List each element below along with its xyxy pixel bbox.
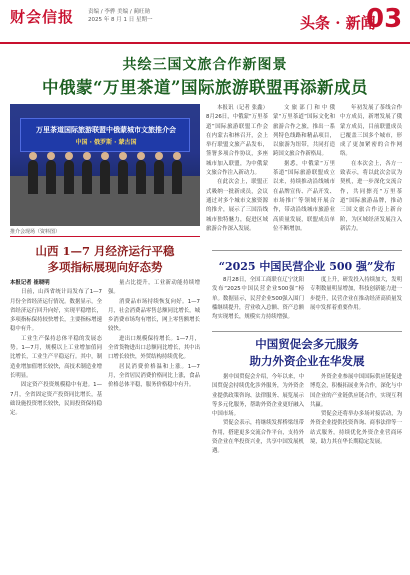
private-500-headline: “2025 中国民营企业 500 强”发布	[218, 260, 396, 273]
lead-kicker: 共绘三国文旅合作新图景	[122, 57, 288, 73]
ccpit-body-col1	[212, 373, 304, 569]
shanxi-subheadline: 多项指标展现向好态势	[47, 260, 163, 274]
paragraph: 贸促会表示，将继续发挥桥梁纽带作用，搭建更多交流合作平台，支持外资企业在华投资兴业，共享中国发展机遇。	[212, 420, 304, 455]
masthead-info	[88, 8, 153, 24]
paragraph: 工业生产保持总体平稳的发展态势。1—7月，规模以上工业增加值同比增长，工业生产平稳运行。其中，制造业增加值增长较快，高技术制造业增长明显。	[10, 335, 102, 379]
ccpit-subheadline: 助力外资企业在华发展	[249, 354, 365, 368]
story-divider	[10, 236, 200, 237]
editor-credits: 责编 / 李骅 美编 / 蔺旺勋	[88, 9, 150, 15]
shanxi-body-col1	[10, 279, 102, 569]
newspaper-logo: 财会信报	[10, 8, 75, 26]
ccpit-headline: 中国贸促会多元服务	[255, 337, 359, 351]
lead-body-col2	[273, 104, 335, 242]
paragraph: 文旅部门和中俄蒙“万里茶道”国际文化和旅游合作之旅，推出一系列特色线路和精品项目，以旅游为纽带，共同打造跨国文旅合作新格局。	[273, 105, 335, 158]
private-500-body-col2	[310, 276, 402, 330]
photo-person	[172, 160, 182, 194]
paragraph: 8月28日，全国工商联在辽宁沈阳发布“2025中国民营企业500强”榜单。数据显示，民营企业500强入围门槛继续提升，营业收入总额、资产总额均实现增长，规模实力持续增强。	[212, 277, 304, 321]
lead-body-col3	[340, 104, 402, 242]
lead-body-col1	[206, 104, 268, 242]
paragraph: 贸促会还将举办多场对接活动，为外资企业提供投资咨询、商事法律等一站式服务，持续优化外资企业营商环境，助力其在华长期稳定发展。	[310, 411, 402, 446]
paragraph: 在此次会上，联盟正式吸纳一批新成员，会议通过对多个城市文旅资源的推介，展示了三国沿线城市独特魅力，促进区域旅游合作深入发展。	[206, 179, 268, 232]
photo-person	[28, 160, 38, 194]
story-divider	[212, 331, 402, 332]
paragraph: 进出口规模保持增长。1—7月，全省货物进出口总额同比增长，其中出口增长较快，外贸结构持续优化。	[108, 335, 200, 361]
photo-banner-text: 万里茶道国际旅游联盟中俄蒙城市文旅推介会	[36, 126, 176, 134]
paragraph: 据悉，中俄蒙“万里茶道”国际旅游联盟成立以来，持续推动沿线城市在品牌宣传、产品开发、市场推广等领域开展合作，带动沿线城市旅游业高质量发展，联盟成员单位不断增加。	[273, 160, 335, 232]
paragraph: 外资企业参展中国国际供应链促进博览会，积极拓展业务合作，深化与中国企业的产业链供应链合作，实现互利共赢。	[310, 374, 402, 408]
byline: 本报记者 崔晓明	[10, 280, 50, 286]
photo-person	[64, 160, 74, 194]
private-500-body-col1	[212, 276, 304, 330]
photo-person	[100, 160, 110, 194]
photo-person	[46, 160, 56, 194]
paragraph: 在本次会上，各方一致表示，将以此次会议为契机，进一步深化交流合作，共同擦亮“万里茶道”国际旅游品牌，推动三国文旅合作迈上新台阶，为区域经济发展注入新活力。	[340, 160, 402, 232]
photo-caption: 推介会现场（资料图）	[10, 229, 61, 235]
photo-person	[136, 160, 146, 194]
paragraph: 固定资产投资规模稳中有进。1—7月，全省固定资产投资同比增长，基础设施投资增长较快，民间投资保持稳定。	[10, 382, 102, 417]
page-number: 03	[366, 4, 403, 34]
ccpit-body-col2	[310, 373, 402, 569]
photo-person	[118, 160, 128, 194]
paragraph: 消费品市场持续恢复向好。1—7月，社会消费品零售总额同比增长，城乡消费市场均有增长，网上零售额增长较快。	[108, 298, 200, 333]
paragraph: 据中国贸促会介绍，今年以来，中国贸促会持续优化涉外服务，为外资企业提供政策咨询、法律服务、展览展示等多元化服务，帮助外资企业更好融入中国市场。	[212, 374, 304, 418]
photo-stage-banner	[20, 118, 190, 152]
paragraph: 本报讯（记者 张鑫）8月26日，中俄蒙“万里茶道”国际旅游联盟工作会在内蒙古和林召开，会上举行联盟文旅产品发布，签署多项合作协议，多座城市加入联盟，为中俄蒙文旅合作注入新动力。	[206, 105, 268, 177]
shanxi-headline: 山西 1—7 月经济运行平稳	[35, 244, 175, 258]
paragraph: 年初发展了茶线合作中方成员，新增发展了俄蒙方成员，目前联盟成员已覆盖三国多个城市，形成了更加紧密的合作网络。	[340, 105, 402, 158]
paragraph: 度上升，研发投入持续加大，发明专利数量明显增加，科技创新能力进一步提升，民营企业在推动经济高质量发展中发挥着重要作用。	[310, 277, 402, 311]
issue-date: 2025 年 8 月 1 日 星期一	[88, 17, 153, 23]
masthead	[0, 0, 410, 44]
photo-banner-subtext: 中国 · 俄罗斯 · 蒙古国	[75, 139, 137, 146]
section-name: 头条 · 新闻	[300, 14, 376, 32]
photo-person	[154, 160, 164, 194]
story-divider	[212, 250, 402, 251]
photo-person	[82, 160, 92, 194]
lead-headline: 中俄蒙“万里茶道”国际旅游联盟再添新成员	[42, 78, 368, 97]
paragraph: 日前，山西省统计局发布了1—7月份全省经济运行情况。数据显示，全省经济运行回升向好，实现平稳增长，多项指标保持较快增长，主要指标增速稳中有升。	[10, 289, 102, 333]
paragraph: 量占比提升，工业新动能持续增强。	[108, 280, 200, 296]
lead-photo	[10, 104, 200, 226]
shanxi-body-col2	[108, 279, 200, 569]
paragraph: 居民消费价格温和上涨。1—7月，全省居民消费价格同比上涨，食品价格总体平稳，服务价格稳中有升。	[108, 363, 200, 389]
